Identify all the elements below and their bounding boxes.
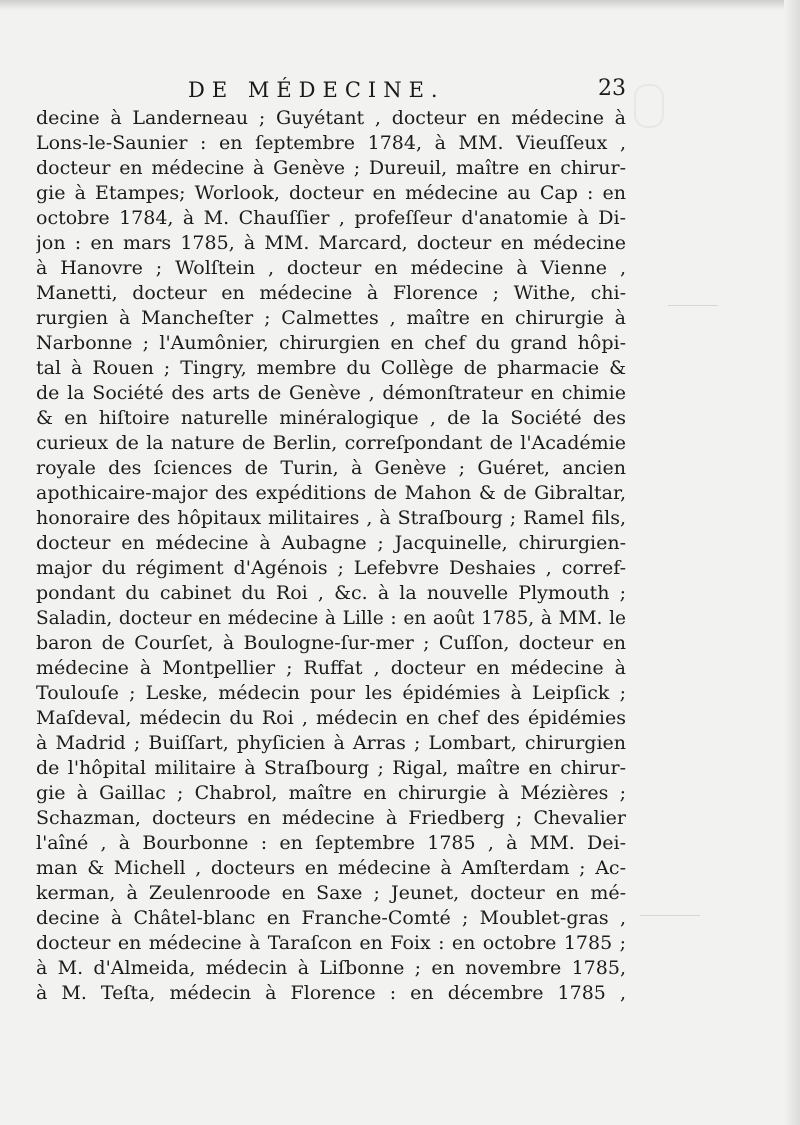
text-line: docteur en médecine à Genève ; Dureuil, maître en chirur- xyxy=(36,157,626,179)
text-line: à M. Teſta, médecin à Florence : en décembre 1785 , xyxy=(36,982,626,1004)
text-line: à Madrid ; Buiſſart, phyſicien à Arras ; Lombart, chirurgien xyxy=(36,732,626,754)
bleed-through-mark xyxy=(668,295,718,306)
text-line: Lons-le-Saunier : en ſeptembre 1784, à MM. Vieuſſeux , xyxy=(36,132,626,154)
text-line: Maſdeval, médecin du Roi , médecin en chef des épidémies xyxy=(36,707,626,729)
text-line: de la Société des arts de Genève , démonſtrateur en chimie xyxy=(36,382,626,404)
text-line: baron de Courſet, à Boulogne-ſur-mer ; Cuſſon, docteur en xyxy=(36,632,626,654)
text-line: man & Michell , docteurs en médecine à Amſterdam ; Ac- xyxy=(36,857,626,879)
bleed-through-mark xyxy=(640,905,700,916)
text-line: rurgien à Mancheſter ; Calmettes , maître en chirurgie à xyxy=(36,307,626,329)
text-line: & en hiſtoire naturelle minéralogique , de la Société des xyxy=(36,407,626,429)
text-line: gie à Etampes; Worlook, docteur en médecine au Cap : en xyxy=(36,182,626,204)
text-line: Toulouſe ; Leske, médecin pour les épidémies à Leipſick ; xyxy=(36,682,626,704)
text-line: kerman, à Zeulenroode en Saxe ; Jeunet, docteur en mé- xyxy=(36,882,626,904)
text-line: de l'hôpital militaire à Straſbourg ; Rigal, maître en chirur- xyxy=(36,757,626,779)
body-text xyxy=(36,106,626,1006)
running-title: DE MÉDECINE. xyxy=(188,78,445,102)
text-line: à Hanovre ; Wolſtein , docteur en médecine à Vienne , xyxy=(36,257,626,279)
text-line: pondant du cabinet du Roi , &c. à la nouvelle Plymouth ; xyxy=(36,582,626,604)
text-line: docteur en médecine à Taraſcon en Foix : en octobre 1785 ; xyxy=(36,932,626,954)
bleed-through-ornament xyxy=(634,84,664,128)
text-line: Schazman, docteurs en médecine à Friedberg ; Chevalier xyxy=(36,807,626,829)
text-line: tal à Rouen ; Tingry, membre du Collège de pharmacie & xyxy=(36,357,626,379)
text-line: decine à Landerneau ; Guyétant , docteur en médecine à xyxy=(36,107,626,129)
page-right-edge xyxy=(784,0,800,1125)
text-line: jon : en mars 1785, à MM. Marcard, docteur en médecine xyxy=(36,232,626,254)
text-line: royale des ſciences de Turin, à Genève ; Guéret, ancien xyxy=(36,457,626,479)
text-line: Saladin, docteur en médecine à Lille : en août 1785, à MM. le xyxy=(36,608,626,629)
page-number: 23 xyxy=(598,76,626,101)
text-line: médecine à Montpellier ; Ruffat , docteur en médecine à xyxy=(36,657,626,679)
text-line: major du régiment d'Agénois ; Lefebvre Deshaies , corref- xyxy=(36,557,626,579)
text-line: decine à Châtel-blanc en Franche-Comté ; Moublet-gras , xyxy=(36,907,626,929)
text-line: honoraire des hôpitaux militaires , à Straſbourg ; Ramel fils, xyxy=(36,507,626,529)
page-top-edge xyxy=(0,0,800,10)
text-line: Narbonne ; l'Aumônier, chirurgien en chef du grand hôpi- xyxy=(36,332,626,354)
running-head xyxy=(36,78,626,104)
text-line: apothicaire-major des expéditions de Mahon & de Gibraltar, xyxy=(36,482,626,504)
text-line: docteur en médecine à Aubagne ; Jacquinelle, chirurgien- xyxy=(36,532,626,554)
text-line: octobre 1784, à M. Chauſſier , profeſſeur d'anatomie à Di- xyxy=(36,207,626,229)
text-line: curieux de la nature de Berlin, correſpondant de l'Académie xyxy=(36,432,626,454)
text-line: Manetti, docteur en médecine à Florence ; Withe, chi- xyxy=(36,282,626,304)
text-line: l'aîné , à Bourbonne : en ſeptembre 1785 , à MM. Dei- xyxy=(36,832,626,854)
text-line: à M. d'Almeida, médecin à Liſbonne ; en novembre 1785, xyxy=(36,957,626,979)
text-line: gie à Gaillac ; Chabrol, maître en chirurgie à Mézières ; xyxy=(36,782,626,804)
